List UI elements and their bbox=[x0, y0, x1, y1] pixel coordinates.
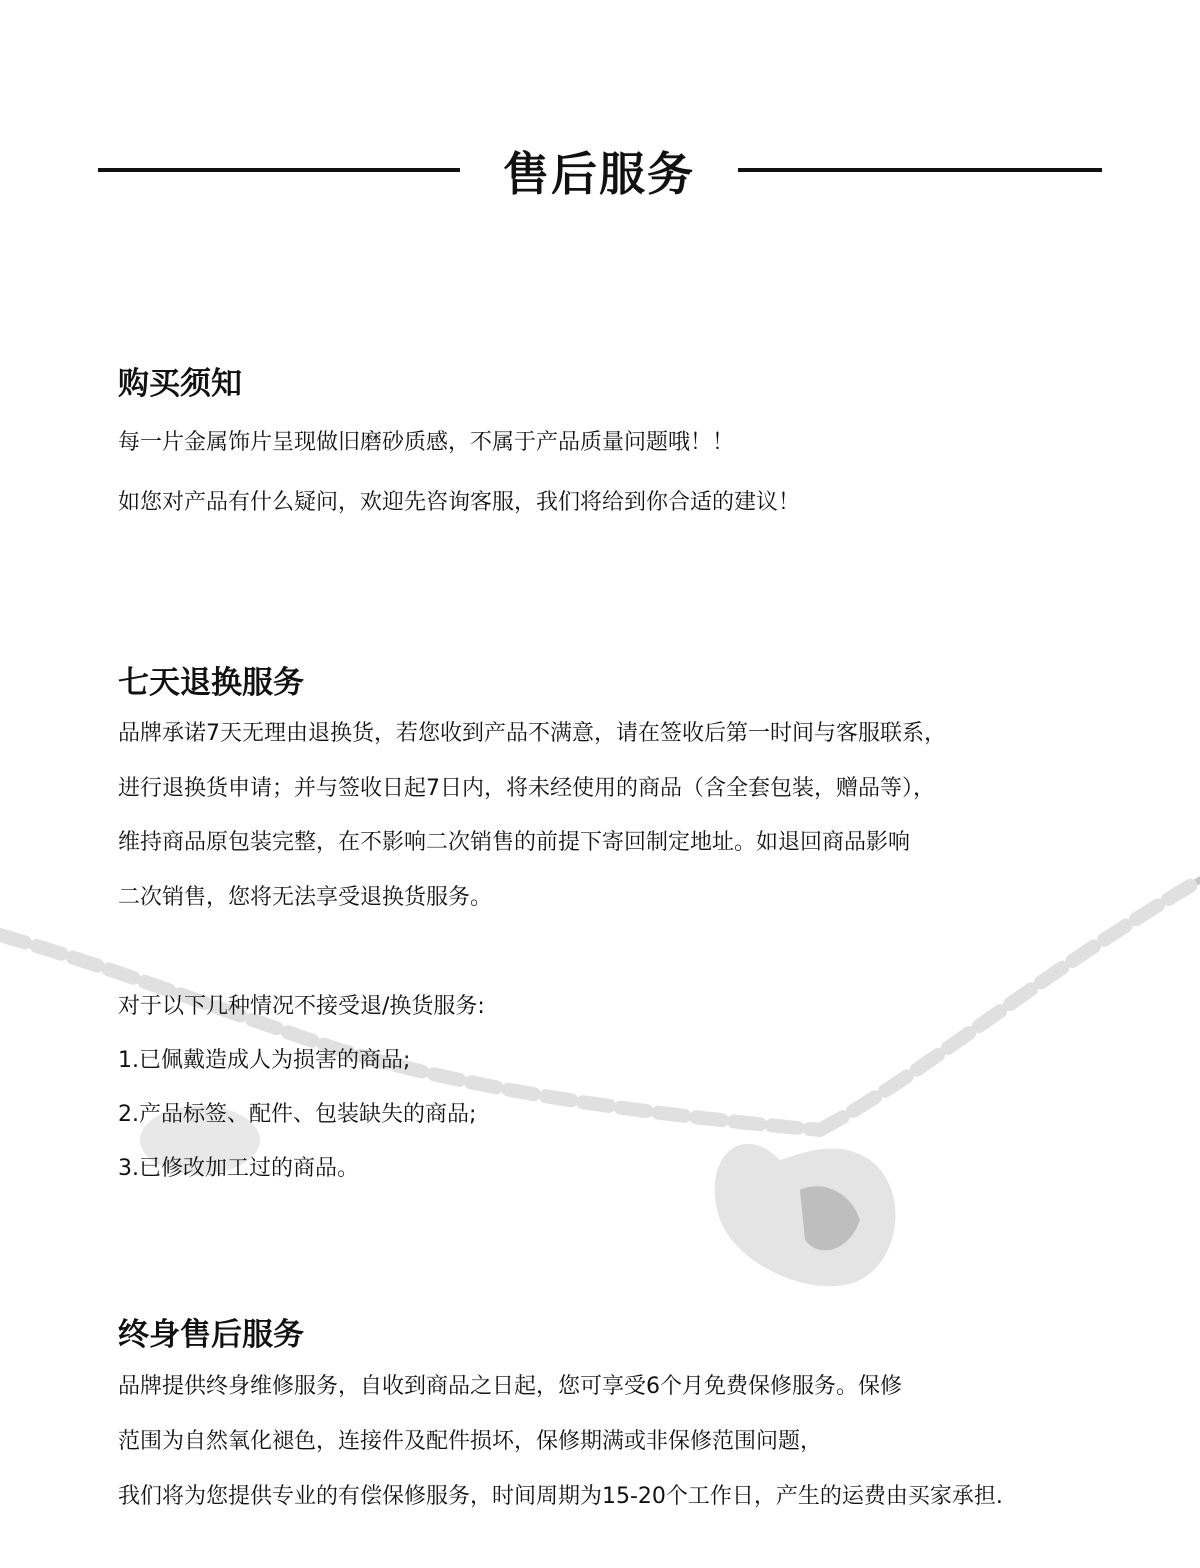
return-exclusions-heading: 对于以下几种情况不接受退/换货服务: bbox=[118, 994, 485, 1019]
page-header bbox=[0, 130, 1200, 210]
lifetime-service-line: 品牌提供终身维修服务，自收到商品之日起，您可享受6个月免费保修服务。保修 bbox=[118, 1374, 902, 1399]
necklace-image bbox=[0, 860, 1200, 1320]
return-policy-line: 进行退换货申请；并与签收日起7日内，将未经使用的商品（含全套包装，赠品等）， bbox=[118, 776, 935, 801]
purchase-notes-line: 每一片金属饰片呈现做旧磨砂质感，不属于产品质量问题哦！！ bbox=[118, 430, 735, 455]
section-title-lifetime-service: 终身售后服务 bbox=[118, 1317, 304, 1353]
return-exclusion-item: 3.已修改加工过的商品。 bbox=[118, 1156, 359, 1181]
return-policy-line: 品牌承诺7天无理由退换货，若您收到产品不满意，请在签收后第一时间与客服联系， bbox=[118, 721, 946, 746]
return-exclusion-item: 1.已佩戴造成人为损害的商品; bbox=[118, 1048, 411, 1073]
lifetime-service-line: 我们将为您提供专业的有偿保修服务，时间周期为15-20个工作日，产生的运费由买家承担. bbox=[118, 1484, 1003, 1509]
return-policy-line: 维持商品原包装完整，在不影响二次销售的前提下寄回制定地址。如退回商品影响 bbox=[118, 830, 911, 855]
header-rule-right bbox=[738, 168, 1102, 172]
section-title-purchase-notes: 购买须知 bbox=[118, 366, 242, 402]
return-policy-line: 二次销售，您将无法享受退换货服务。 bbox=[118, 885, 493, 910]
lifetime-service-line: 范围为自然氧化褪色，连接件及配件损坏，保修期满或非保修范围问题， bbox=[118, 1429, 823, 1454]
header-rule-left bbox=[98, 168, 460, 172]
return-exclusion-item: 2.产品标签、配件、包装缺失的商品; bbox=[118, 1102, 477, 1127]
purchase-notes-line: 如您对产品有什么疑问，欢迎先咨询客服，我们将给到你合适的建议！ bbox=[118, 490, 801, 515]
page-title: 售后服务 bbox=[503, 147, 695, 201]
section-title-seven-day-return: 七天退换服务 bbox=[118, 665, 304, 701]
